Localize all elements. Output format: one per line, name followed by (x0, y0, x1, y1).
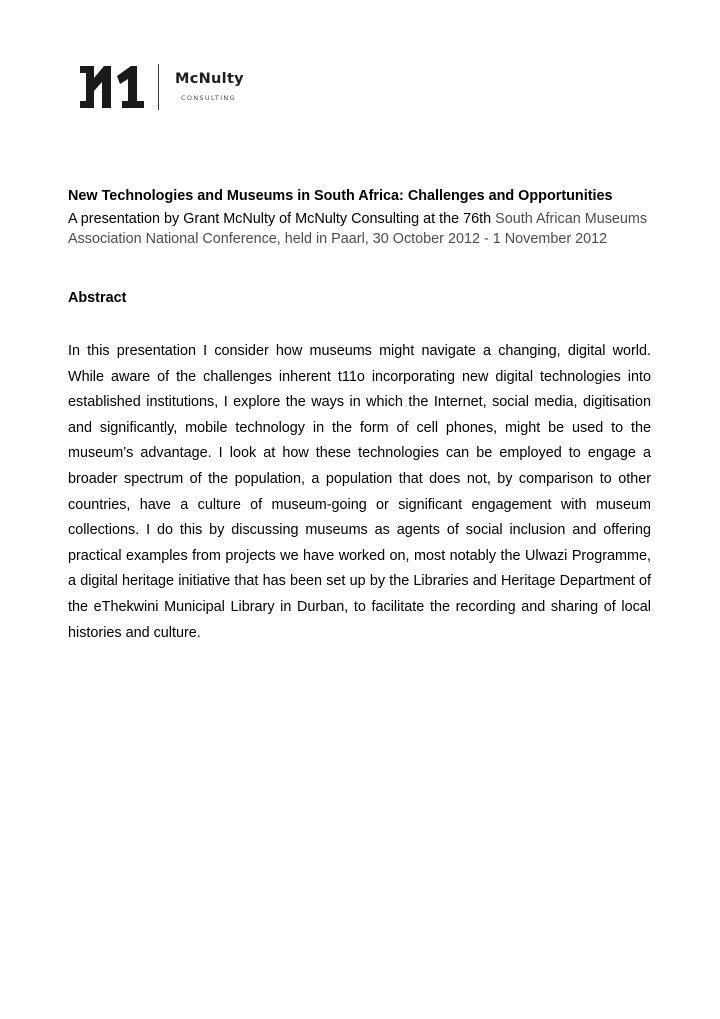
logo-divider (158, 64, 159, 110)
mcnulty-monogram-icon (80, 66, 144, 108)
company-logo (80, 62, 260, 112)
document-title: New Technologies and Museums in South Africa: Challenges and Opportunities (68, 188, 613, 204)
document-subtitle (68, 209, 658, 249)
subtitle-presenter: A presentation by Grant McNulty of McNulty Consulting at the 76th (68, 211, 496, 227)
abstract-body: In this presentation I consider how museums might navigate a changing, digital world. While aware of the challenges inherent t11o incorporating new digital technologies into established institutions, I explore the ways in which the Internet, social media, digitisation and significantly, mobile technology in the form of cell phones, might be used to the museum’s advantage. I look at how these technologies can be employed to engage a broader spectrum of the population, a population that does not, by comparison to other countries, have a culture of museum-going or significant engagement with museum collections. I do this by discussing museums as agents of social inclusion and offering practical examples from projects we have worked on, most notably the Ulwazi Programme, a digital heritage initiative that has been set up by the Libraries and Heritage Department of the eThekwini Municipal Library in Durban, to facilitate the recording and sharing of local histories and culture. (68, 343, 651, 641)
subtitle-conference: South African Museums Association National Conference, held in Paarl, 30 October 2012 - 1 November 2012 (68, 211, 648, 247)
abstract-heading: Abstract (68, 290, 127, 306)
logo-tagline: CONSULTING (181, 94, 236, 102)
logo-brand-name: McNulty (175, 71, 244, 87)
